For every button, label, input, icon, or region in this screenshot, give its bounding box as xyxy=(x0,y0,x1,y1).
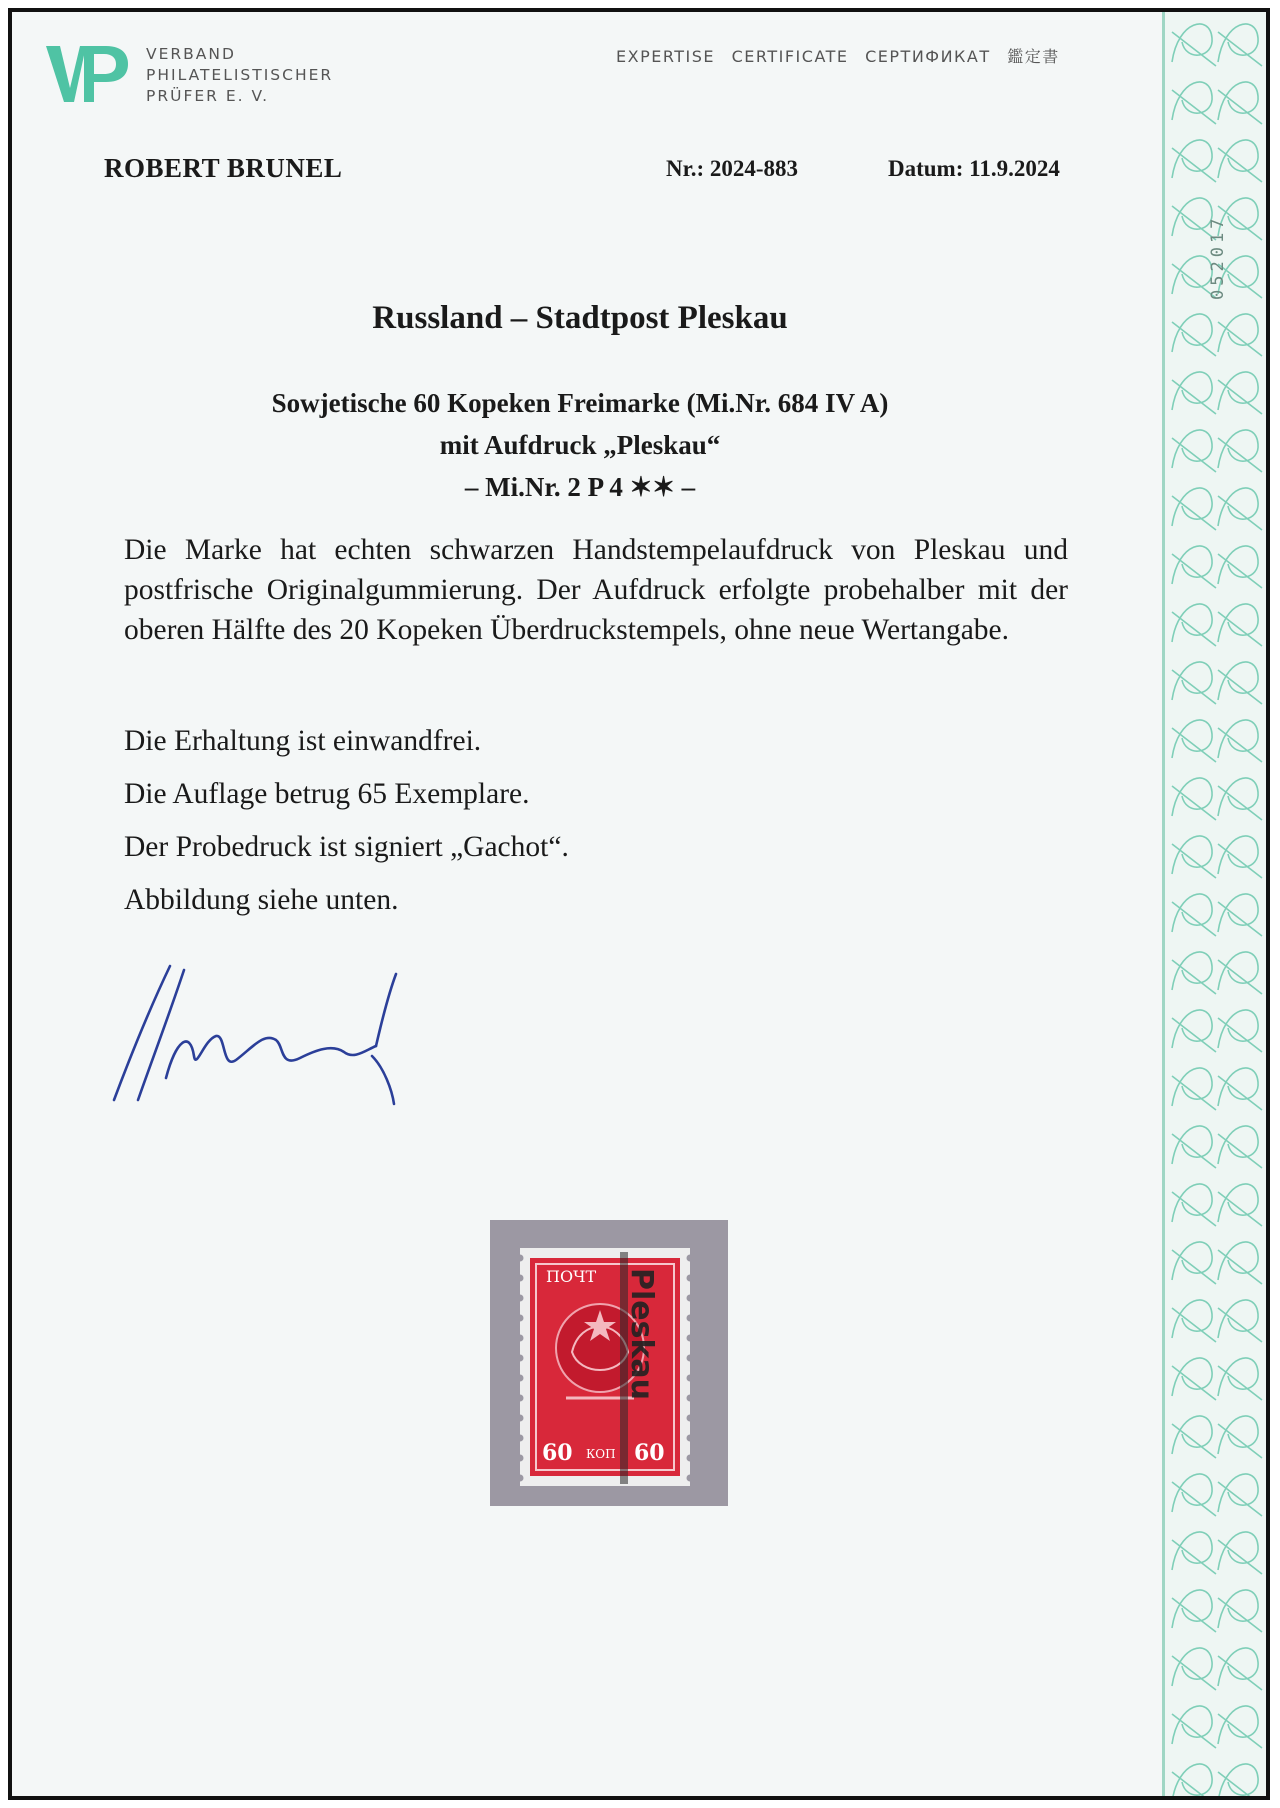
guilloche-motif xyxy=(1218,1184,1262,1226)
guilloche-motif xyxy=(1172,1242,1216,1284)
org-line: PHILATELISTISCHER xyxy=(146,66,334,84)
guilloche-motif xyxy=(1218,1764,1262,1796)
guilloche-motif xyxy=(1172,1126,1216,1168)
illustration-note: Abbildung siehe unten. xyxy=(124,884,399,916)
guilloche-motif xyxy=(1218,604,1262,646)
certificate-titles: EXPERTISE CERTIFICATE СЕРТИФИКАТ 鑑定書 xyxy=(616,47,1060,66)
description-paragraph: Die Marke hat echten schwarzen Handstempelaufdruck von Pleskau und postfrische Originalgummierung. Der Aufdruck erfolgte probehalber mit der oberen Hälfte des 20 Kopeken Überdruckstempels, ohne neue Wertangabe. xyxy=(124,534,1068,646)
guilloche-motif xyxy=(1218,778,1262,820)
stamp-image xyxy=(520,1248,690,1486)
guilloche-motif xyxy=(1172,952,1216,994)
guilloche-motif xyxy=(1218,24,1262,66)
subheading: Sowjetische 60 Kopeken Freimarke (Mi.Nr. 684 IV A) xyxy=(271,388,889,418)
expert-name: ROBERT BRUNEL xyxy=(104,153,343,183)
signature-statement: Der Probedruck ist signiert „Gachot“. xyxy=(124,831,569,863)
guilloche-motif xyxy=(1172,140,1216,182)
guilloche-motif xyxy=(1172,1358,1216,1400)
guilloche-motif xyxy=(1218,1010,1262,1052)
guilloche-motif xyxy=(1172,778,1216,820)
subheading: mit Aufdruck „Pleskau“ xyxy=(439,430,721,460)
guilloche-motif xyxy=(1172,1010,1216,1052)
guilloche-motif xyxy=(1172,836,1216,878)
guilloche-motif xyxy=(1172,546,1216,588)
guilloche-motif xyxy=(1218,720,1262,762)
guilloche-motif xyxy=(1172,488,1216,530)
guilloche-motif xyxy=(1172,1416,1216,1458)
subheading: – Mi.Nr. 2 P 4 ✶✶ – xyxy=(464,472,696,502)
guilloche-motif xyxy=(1218,372,1262,414)
guilloche-motif xyxy=(1218,952,1262,994)
guilloche-motif xyxy=(1218,140,1262,182)
serial-number: 052017 xyxy=(1208,214,1228,300)
guilloche-motif xyxy=(1172,1300,1216,1342)
guilloche-motif xyxy=(1172,1068,1216,1110)
guilloche-motif xyxy=(1172,662,1216,704)
guilloche-motif xyxy=(1218,662,1262,704)
certificate-heading: Russland – Stadtpost Pleskau xyxy=(372,300,788,336)
guilloche-motif xyxy=(1172,720,1216,762)
guilloche-motif xyxy=(1218,1126,1262,1168)
guilloche-motif xyxy=(1218,836,1262,878)
edition-statement: Die Auflage betrug 65 Exemplare. xyxy=(124,778,530,810)
guilloche-motif xyxy=(1218,430,1262,472)
guilloche-motif xyxy=(1218,1416,1262,1458)
guilloche-motif xyxy=(1218,1706,1262,1748)
guilloche-motif xyxy=(1218,1300,1262,1342)
guilloche-motif xyxy=(1218,488,1262,530)
certificate-number: Nr.: 2024-883 xyxy=(666,156,799,181)
guilloche-motif xyxy=(1218,1532,1262,1574)
stamp-top-text: ПОЧТ xyxy=(546,1267,597,1286)
org-line: PRÜFER E. V. xyxy=(146,87,270,105)
stamp-value-right: 60 xyxy=(634,1440,665,1466)
guilloche-motif xyxy=(1218,314,1262,356)
guilloche-motif xyxy=(1172,24,1216,66)
guilloche-motif xyxy=(1172,894,1216,936)
guilloche-motif xyxy=(1172,604,1216,646)
stamp-value-left: 60 xyxy=(542,1440,573,1466)
stamp-overprint: Pleskau xyxy=(624,1268,659,1401)
organization-name xyxy=(146,44,333,107)
stamp-value-mid: КОП xyxy=(586,1447,616,1461)
guilloche-motif xyxy=(1172,314,1216,356)
guilloche-motif xyxy=(1218,1474,1262,1516)
guilloche-motif xyxy=(1172,1706,1216,1748)
guilloche-motif xyxy=(1218,1358,1262,1400)
guilloche-motif xyxy=(1172,1648,1216,1690)
guilloche-motif xyxy=(1172,430,1216,472)
guilloche-motif xyxy=(1218,1068,1262,1110)
guilloche-motif xyxy=(1218,1242,1262,1284)
guilloche-motif xyxy=(1218,894,1262,936)
certificate-date: Datum: 11.9.2024 xyxy=(888,156,1060,181)
guilloche-motif xyxy=(1172,1590,1216,1632)
org-line: VERBAND xyxy=(146,45,236,63)
condition-statement: Die Erhaltung ist einwandfrei. xyxy=(124,725,482,757)
guilloche-motif xyxy=(1218,82,1262,124)
guilloche-motif xyxy=(1172,1532,1216,1574)
guilloche-motif xyxy=(1172,1184,1216,1226)
vp-logo-icon xyxy=(44,42,130,106)
guilloche-motif xyxy=(1172,372,1216,414)
guilloche-motif xyxy=(1218,1648,1262,1690)
guilloche-motif xyxy=(1172,1474,1216,1516)
handwritten-signature xyxy=(104,960,434,1110)
guilloche-motif xyxy=(1218,1590,1262,1632)
guilloche-motif xyxy=(1172,1764,1216,1796)
guilloche-motif xyxy=(1218,546,1262,588)
guilloche-motif xyxy=(1172,82,1216,124)
